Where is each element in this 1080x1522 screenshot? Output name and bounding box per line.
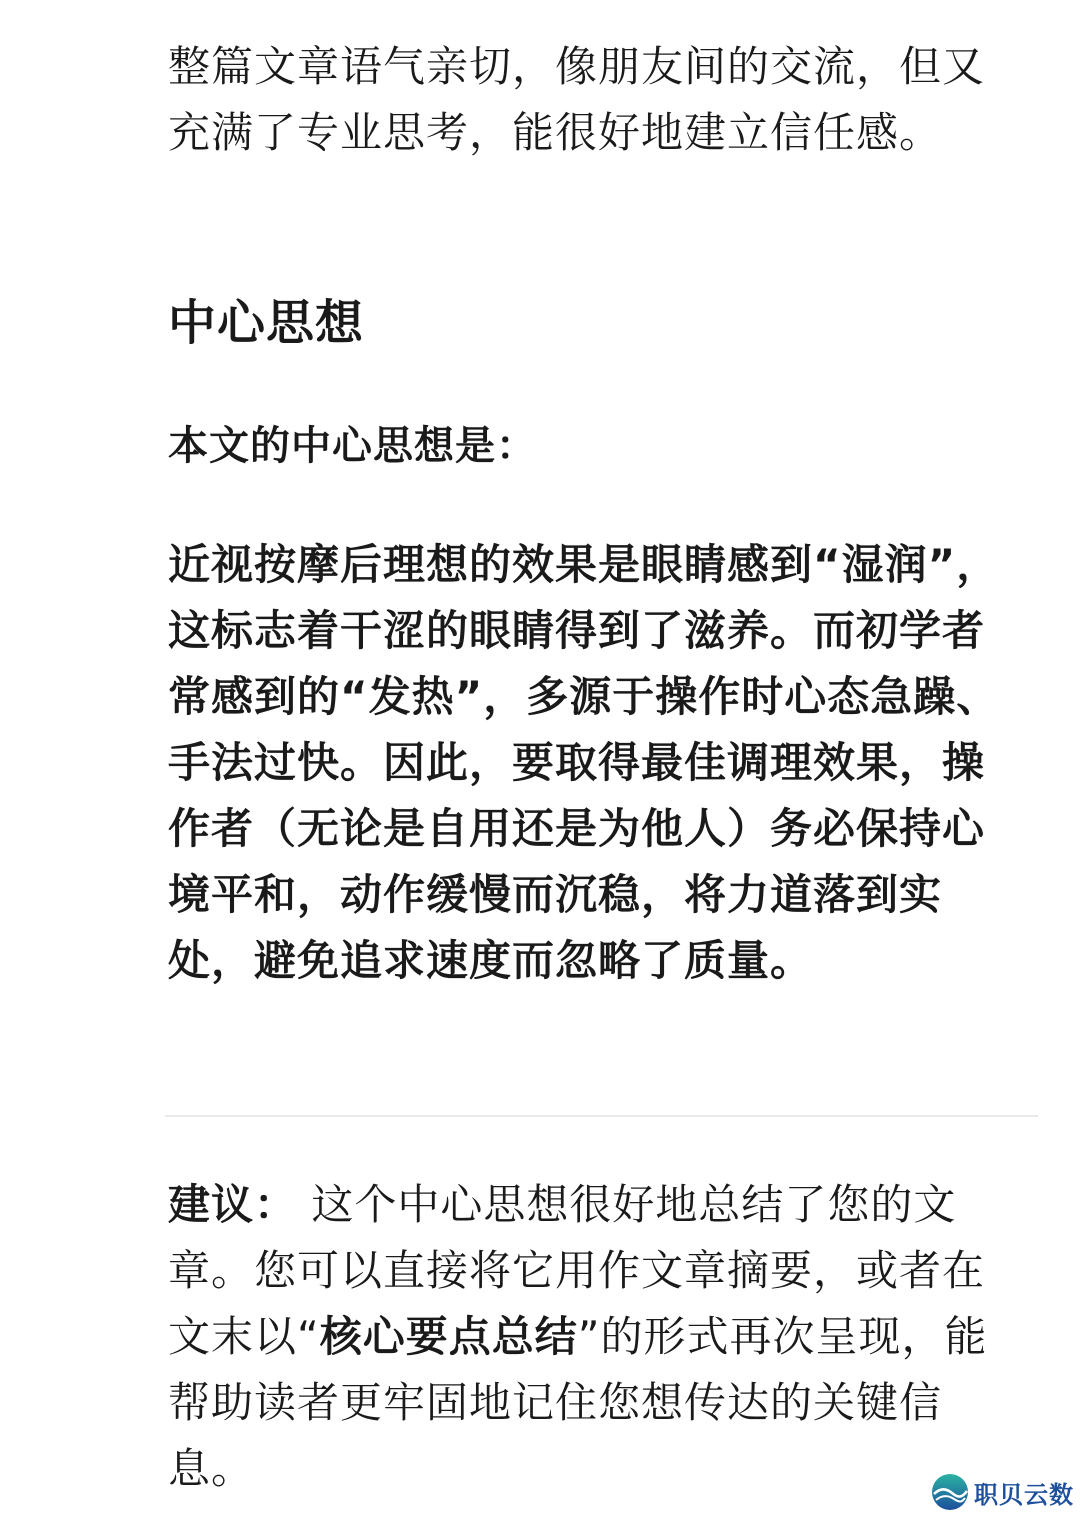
section-heading: 中心思想 — [168, 295, 365, 351]
wave-globe-logo-icon — [930, 1472, 970, 1512]
suggestion-text-after: ”的形式再次呈现，能帮助读者更牢固地记住您想传达的关键信息。 — [168, 1312, 988, 1493]
suggestion-text-before: 这个中心思想很好地总结了您的文章。您可以直接将它用作文章摘要，或者在文末以“ — [168, 1180, 986, 1361]
main-idea-paragraph: 近视按摩后理想的效果是眼睛感到“湿润”，这标志着干涩的眼睛得到了滋养。而初学者常感到的“发热”，多源于操作时心态急躁、手法过快。因此，要取得最佳调理效果，操作者（无论是自用还是为他人）务必保持心境平和，动作缓慢而沉稳，将力道落到实处，避免追求速度而忽略了质量。 — [168, 540, 1000, 985]
watermark — [930, 1470, 1074, 1514]
watermark-brand: 职贝云数 — [974, 1480, 1074, 1509]
divider — [165, 1115, 1038, 1117]
suggestion-paragraph — [168, 1172, 1018, 1502]
section-subheading: 本文的中心思想是： — [168, 423, 537, 469]
suggestion-highlight: 核心要点总结 — [319, 1312, 578, 1361]
suggestion-label: 建议： — [168, 1180, 298, 1229]
intro-paragraph: 整篇文章语气亲切，像朋友间的交流，但又充满了专业思考，能很好地建立信任感。 — [168, 42, 986, 157]
